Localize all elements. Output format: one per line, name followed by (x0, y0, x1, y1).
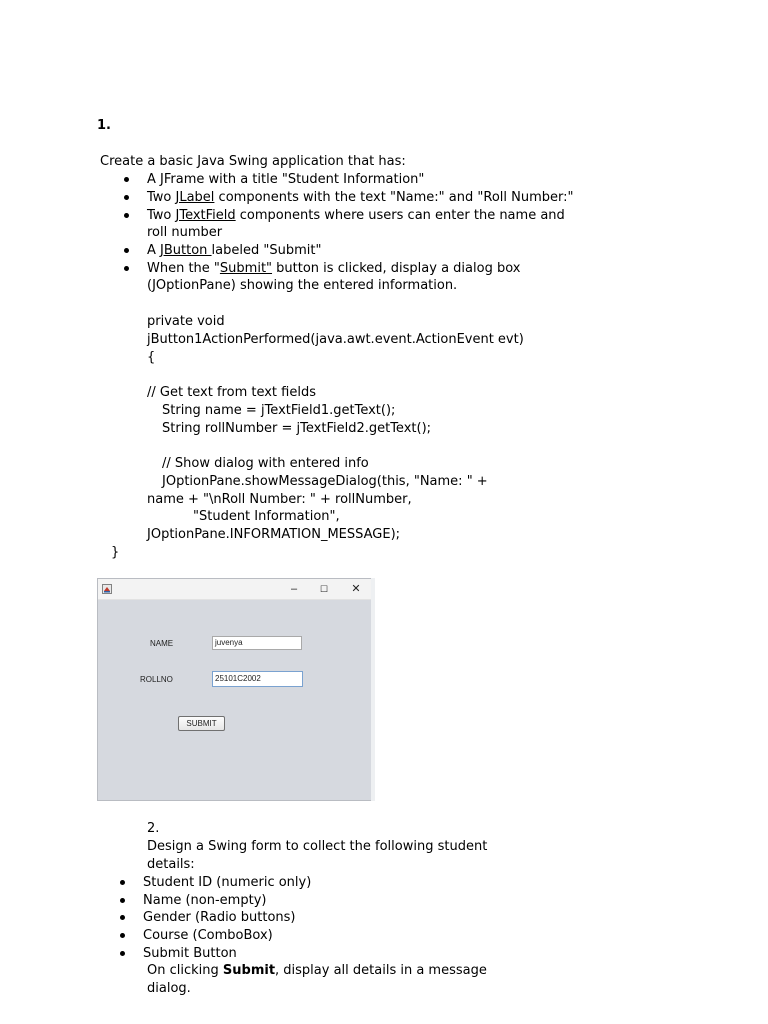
question-1-number: 1. (97, 118, 111, 133)
link-jlabel[interactable]: JLabel (175, 190, 215, 205)
rollno-text-field[interactable]: 25101C2002 (212, 671, 303, 687)
bullet-icon (124, 213, 129, 218)
list-item: A JFrame with a title "Student Information" (147, 172, 425, 187)
link-submit[interactable]: Submit" (219, 261, 273, 276)
java-app-icon (102, 584, 112, 594)
bullet-icon (124, 177, 129, 182)
swing-window-screenshot (97, 578, 373, 801)
list-item-continuation: roll number (147, 225, 223, 240)
list-item: Course (ComboBox) (143, 928, 273, 943)
window-edge-strip (371, 578, 375, 801)
link-jtextfield[interactable]: JTextField (175, 208, 236, 223)
bullet-icon (120, 933, 125, 938)
window-titlebar (98, 579, 372, 600)
code-line: name + "\nRoll Number: " + rollNumber, (147, 492, 412, 507)
list-item: Two JLabel components with the text "Name:" and "Roll Number:" (147, 190, 574, 205)
minimize-button[interactable]: – (290, 583, 298, 595)
list-item: Name (non-empty) (143, 893, 267, 908)
bullet-icon (120, 951, 125, 956)
code-line: // Show dialog with entered info (162, 456, 369, 471)
maximize-button[interactable]: ☐ (319, 584, 329, 594)
code-line: JOptionPane.showMessageDialog(this, "Name: " + (162, 474, 488, 489)
code-line: } (111, 545, 120, 560)
name-label: NAME (150, 639, 174, 648)
list-item: Submit Button (143, 946, 237, 961)
question-2-number: 2. (147, 821, 160, 836)
code-line: { (147, 350, 156, 365)
bullet-icon (124, 195, 129, 200)
code-line: jButton1ActionPerformed(java.awt.event.ActionEvent evt) (147, 332, 524, 347)
close-button[interactable]: ✕ (351, 583, 361, 595)
bullet-icon (124, 248, 129, 253)
name-text-field[interactable]: juvenya (212, 636, 302, 650)
bullet-icon (120, 915, 125, 920)
code-line: private void (147, 314, 225, 329)
list-item: When the "Submit" button is clicked, display a dialog box (147, 261, 521, 276)
list-item: Student ID (numeric only) (143, 875, 312, 890)
submit-button[interactable]: SUBMIT (178, 716, 225, 731)
list-item: Gender (Radio buttons) (143, 910, 296, 925)
question-2-description-continuation: details: (147, 857, 195, 872)
code-line: JOptionPane.INFORMATION_MESSAGE); (147, 527, 401, 542)
question-2-footer-continuation: dialog. (147, 981, 191, 996)
list-item: A JButton labeled "Submit" (147, 243, 322, 258)
bullet-icon (124, 266, 129, 271)
link-jbutton[interactable]: JButton (160, 243, 212, 258)
question-2-description: Design a Swing form to collect the following student (147, 839, 488, 854)
code-line: String name = jTextField1.getText(); (162, 403, 396, 418)
code-line: // Get text from text fields (147, 385, 316, 400)
question-1-intro: Create a basic Java Swing application that has: (100, 154, 406, 169)
question-2-footer: On clicking Submit, display all details in a message (147, 963, 487, 978)
code-line: String rollNumber = jTextField2.getText(); (162, 421, 432, 436)
list-item: Two JTextField components where users can enter the name and (147, 208, 565, 223)
list-item-continuation: (JOptionPane) showing the entered information. (147, 278, 458, 293)
rollno-label: ROLLNO (140, 675, 173, 684)
bullet-icon (120, 880, 125, 885)
code-line: "Student Information", (193, 509, 340, 524)
bullet-icon (120, 898, 125, 903)
